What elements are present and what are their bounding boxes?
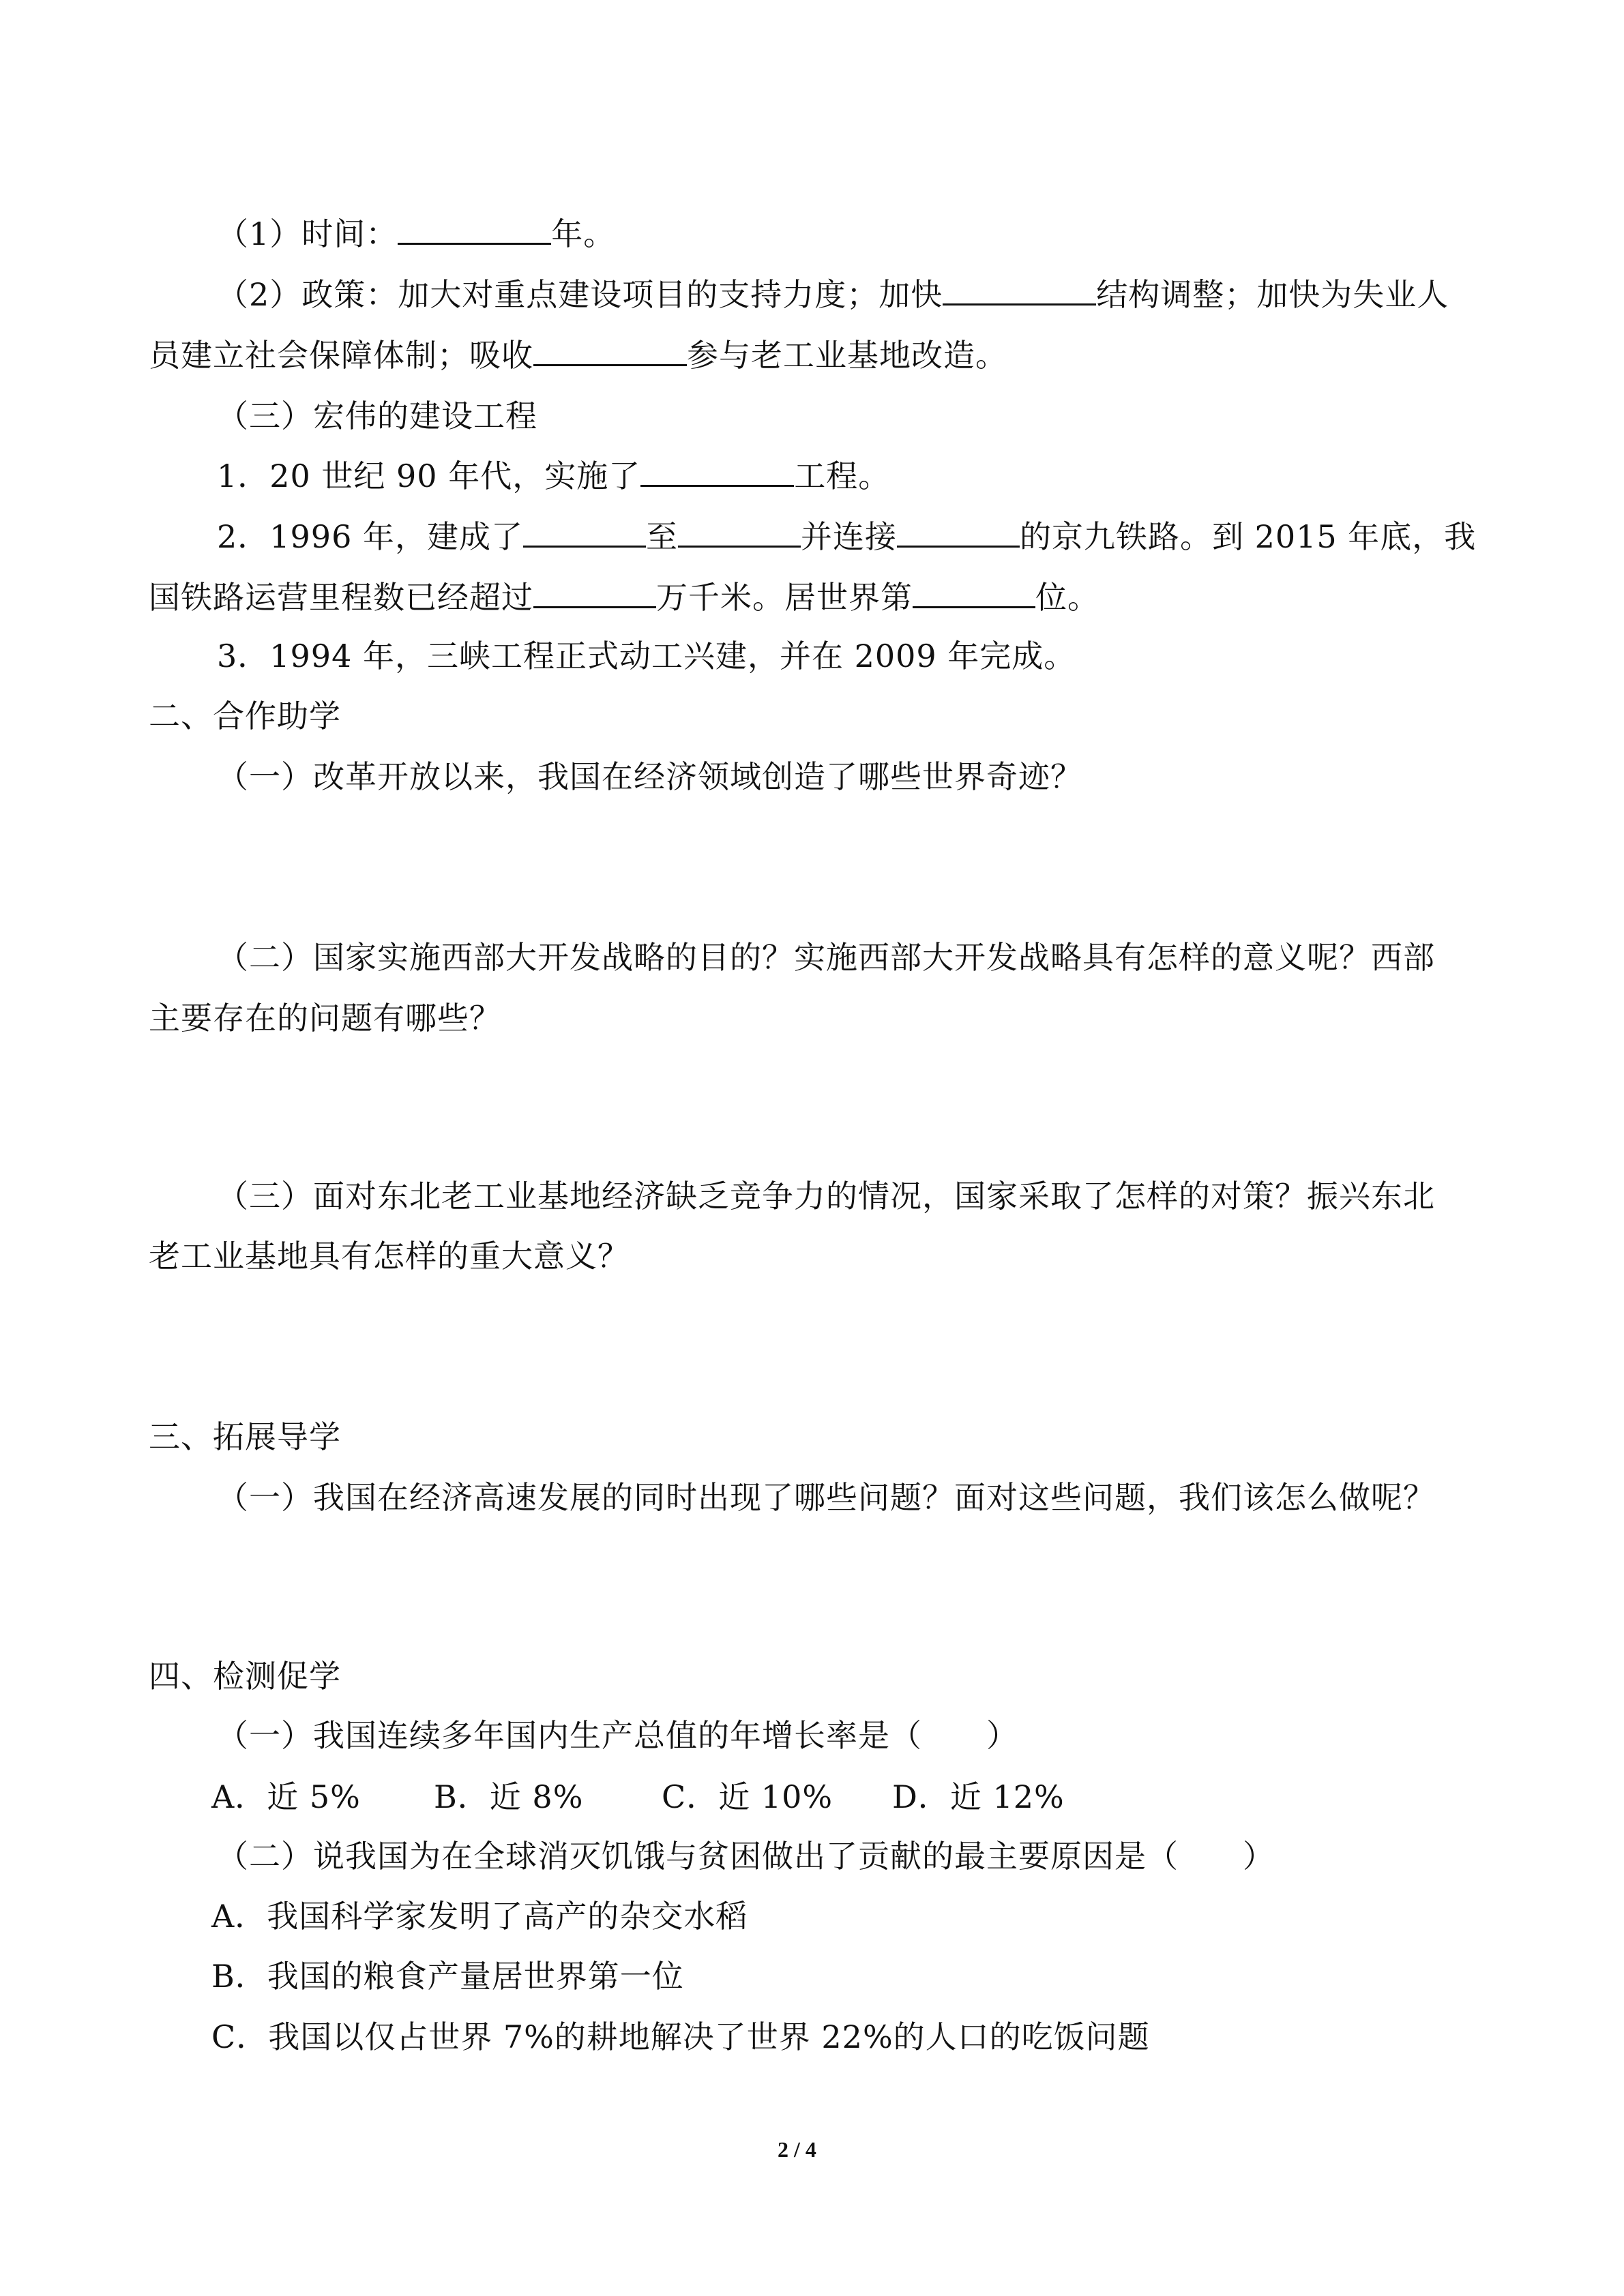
project-item-1-prefix: 1．20 世纪 90 年代，实施了 — [217, 458, 641, 494]
policy-line-2 — [149, 334, 1007, 376]
railway-rank-suffix: 位。 — [1035, 579, 1099, 616]
railway-start-blank — [523, 516, 646, 548]
test-question-1-option-d: D．近 12% — [892, 1778, 1065, 1815]
project-item-2-cont — [149, 576, 1099, 618]
cooperation-question-3-line-2: 老工业基地具有怎样的重大意义？ — [149, 1238, 630, 1274]
construction-heading: （三）宏伟的建设工程 — [217, 398, 537, 434]
railway-connect-blank — [897, 516, 1020, 548]
structure-blank — [943, 273, 1096, 305]
section-4-title: 四、检测促学 — [149, 1658, 341, 1695]
test-question-2-option-a: A．我国科学家发明了高产的杂交水稻 — [211, 1898, 748, 1935]
policy-prefix: （2）政策：加大对重点建设项目的支持力度；加快 — [217, 276, 943, 313]
time-blank — [398, 213, 551, 245]
test-question-1-option-c: C．近 10% — [662, 1778, 833, 1815]
policy-prefix-2: 员建立社会保障体制；吸收 — [149, 337, 533, 374]
extension-question-1: （一）我国在经济高速发展的同时出现了哪些问题？面对这些问题，我们该怎么做呢？ — [217, 1479, 1435, 1516]
project-item-1-suffix: 工程。 — [794, 458, 891, 494]
project-item-2 — [217, 516, 1476, 557]
railway-rank-blank — [913, 576, 1035, 608]
project-item-1 — [217, 455, 890, 496]
cooperation-question-3-line-1: （三）面对东北老工业基地经济缺乏竞争力的情况，国家采取了怎样的对策？振兴东北 — [217, 1178, 1435, 1214]
railway-prefix: 2．1996 年，建成了 — [217, 518, 523, 555]
policy-suffix: 结构调整；加快为失业人 — [1096, 276, 1449, 313]
railway-length-prefix: 国铁路运营里程数已经超过 — [149, 579, 533, 616]
test-question-1-option-b: B．近 8% — [434, 1778, 584, 1815]
policy-line-1 — [217, 273, 1449, 315]
project-blank — [640, 455, 794, 487]
test-question-2-option-c: C．我国以仅占世界 7%的耕地解决了世界 22%的人口的吃饭问题 — [211, 2018, 1150, 2055]
page-number: 2 / 4 — [778, 2137, 816, 2162]
railway-to: 至 — [645, 518, 678, 555]
cooperation-question-2-line-2: 主要存在的问题有哪些？ — [149, 1000, 501, 1037]
test-question-2-option-b: B．我国的粮食产量居世界第一位 — [211, 1958, 684, 1995]
section-2-title: 二、合作助学 — [149, 698, 341, 734]
railway-length-blank — [533, 576, 656, 608]
cooperation-question-2-line-1: （二）国家实施西部大开发战略的目的？实施西部大开发战略具有怎样的意义呢？西部 — [217, 939, 1435, 976]
project-item-3: 3．1994 年，三峡工程正式动工兴建，并在 2009 年完成。 — [217, 638, 1076, 674]
cooperation-question-1: （一）改革开放以来，我国在经济领域创造了哪些世界奇迹？ — [217, 758, 1082, 795]
time-suffix: 年。 — [551, 215, 616, 252]
section-3-title: 三、拓展导学 — [149, 1418, 341, 1455]
railway-end-blank — [678, 516, 801, 548]
test-question-1: （一）我国连续多年国内生产总值的年增长率是（ ） — [217, 1717, 1018, 1754]
time-label: （1）时间： — [217, 215, 398, 252]
policy-suffix-2: 参与老工业基地改造。 — [687, 337, 1007, 374]
test-question-1-option-a: A．近 5% — [211, 1778, 361, 1815]
railway-rank-text: 万千米。居世界第 — [656, 579, 913, 616]
railway-connect: 并连接 — [800, 518, 897, 555]
absorb-blank — [533, 334, 687, 366]
test-question-2: （二）说我国为在全球消灭饥饿与贫困做出了贡献的最主要原因是（ ） — [217, 1838, 1275, 1875]
railway-suffix: 的京九铁路。到 2015 年底，我 — [1019, 518, 1477, 555]
time-line — [217, 213, 615, 254]
